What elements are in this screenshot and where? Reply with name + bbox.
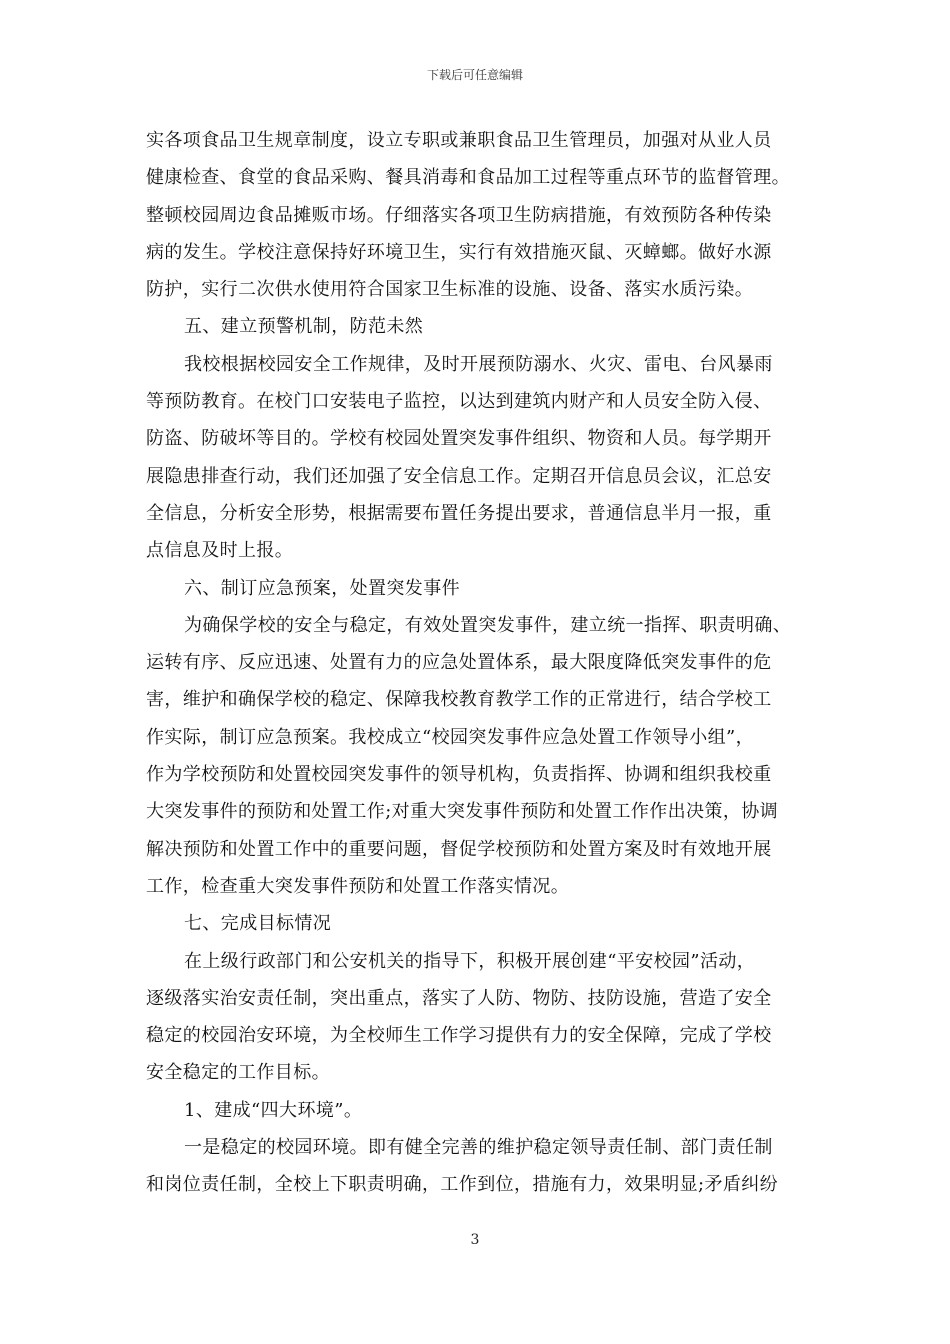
text-line: 作实际，制订应急预案。我校成立“校园突发事件应急处置工作领导小组”， [146,726,755,748]
text-line: 为确保学校的安全与稳定，有效处置突发事件，建立统一指挥、职责明确、 [184,614,792,636]
text-line: 运转有序、反应迅速、处置有力的应急处置体系，最大限度降低突发事件的危 [146,652,772,674]
text-line: 逐级落实治安责任制，突出重点，落实了人防、物防、技防设施，营造了安全 [146,987,772,1009]
subsection-heading: 1、建成“四大环境”。 [184,1099,363,1121]
text-line: 一是稳定的校园环境。即有健全完善的维护稳定领导责任制、部门责任制 [184,1137,773,1159]
text-line: 作为学校预防和处置校园突发事件的领导机构，负责指挥、协调和组织我校重 [146,764,772,786]
text-line: 防盗、防破坏等目的。学校有校园处置突发事件组织、物资和人员。每学期开 [146,428,772,450]
document-body [146,122,806,1204]
section-heading: 七、完成目标情况 [184,913,332,935]
text-line: 防护，实行二次供水使用符合国家卫生标准的设施、设备、落实水质污染。 [146,279,754,301]
text-line: 在上级行政部门和公安机关的指导下，积极开展创建“平安校园”活动， [184,950,756,972]
text-line: 和岗位责任制，全校上下职责明确，工作到位，措施有力，效果明显;矛盾纠纷 [146,1174,779,1196]
text-line: 实各项食品卫生规章制度，设立专职或兼职食品卫生管理员，加强对从业人员 [146,130,772,151]
text-line: 大突发事件的预防和处置工作;对重大突发事件预防和处置工作作出决策，协调 [146,801,779,823]
text-line: 稳定的校园治安环境，为全校师生工作学习提供有力的安全保障，完成了学校 [146,1025,772,1047]
page-number: 3 [470,1232,480,1248]
text-line: 等预防教育。在校门口安装电子监控，以达到建筑内财产和人员安全防入侵、 [146,391,772,413]
text-line: 解决预防和处置工作中的重要问题，督促学校预防和处置方案及时有效地开展 [146,838,772,860]
text-line: 病的发生。学校注意保持好环境卫生，实行有效措施灭鼠、灭蟑螂。做好水源 [146,241,772,263]
text-line: 整顿校园周边食品摊贩市场。仔细落实各项卫生防病措施，有效预防各种传染 [146,204,772,226]
text-line: 展隐患排查行动，我们还加强了安全信息工作。定期召开信息员会议，汇总安 [146,465,772,487]
text-line: 工作，检查重大突发事件预防和处置工作落实情况。 [146,875,570,897]
text-line: 我校根据校园安全工作规律，及时开展预防溺水、火灾、雷电、台风暴雨 [184,353,773,375]
text-line: 点信息及时上报。 [146,540,294,562]
section-heading: 六、制订应急预案，处置突发事件 [184,577,460,599]
text-line: 健康检查、食堂的食品采购、餐具消毒和食品加工过程等重点环节的监督管理。 [146,167,790,189]
text-line: 安全稳定的工作目标。 [146,1062,330,1084]
text-line: 害，维护和确保学校的稳定、保障我校教育教学工作的正常进行，结合学校工 [146,689,772,711]
page-header-note: 下载后可任意编辑 [426,68,523,82]
section-heading: 五、建立预警机制，防范未然 [184,316,424,338]
text-line: 全信息，分析安全形势，根据需要布置任务提出要求，普通信息半月一报，重 [146,502,772,524]
